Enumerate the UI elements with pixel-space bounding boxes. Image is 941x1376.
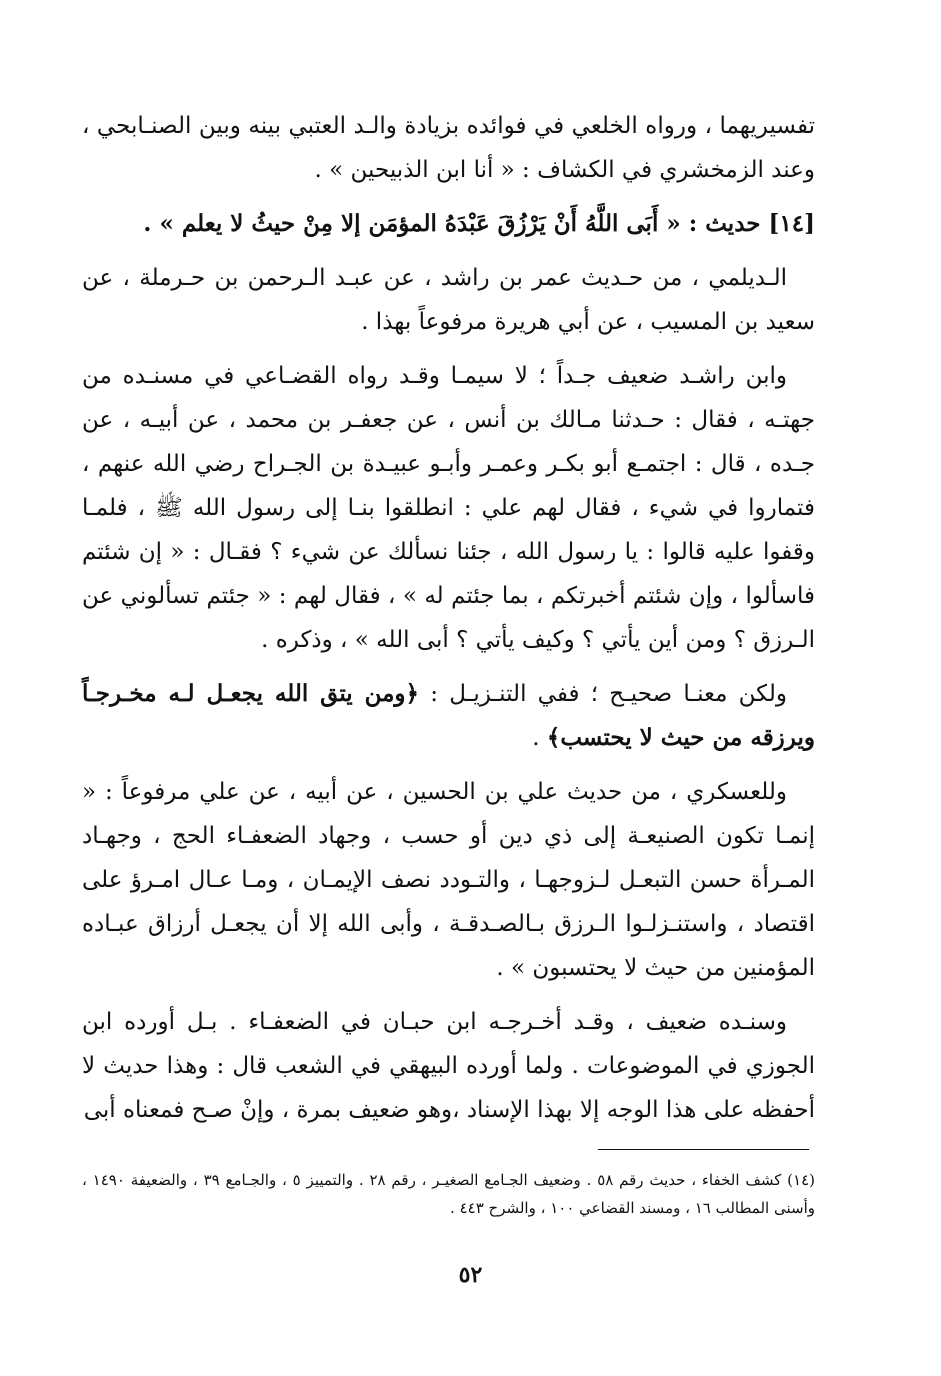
footnote-14: (١٤) كشف الخفاء ، حديث رقم ٥٨ . وضعيف الجـامع الصغيـر ، رقم ٢٨ . والتمييز ٥ ، والجـامع ٣٩ ، والضعيفة ١٤٩٠ ، وأسنى المطالب ١٦ ، ومسند القضاعي ١٠٠ ، والشرح ٤٤٣ . [82,1171,816,1217]
footnotes [82,1166,815,1222]
paragraph-5 [82,672,815,760]
hadith-text: « أَبَى اللَّهُ أَنْ يَرْزُقَ عَبْدَهُ المؤمَن إلا مِنْ حيثُ لا يعلم » [159,210,681,237]
paragraph-7: وسنـده ضعيف ، وقـد أخـرجـه ابن حبـان في الضعفـاء . بـل أورده ابن الجوزي في الموضوعات . ولما أورده البيهقي في الشعب قال : وهذا حديث لا أحفظه على هذا الوجه إلا بهذا الإسناد ،وهو ضعيف بمرة ، وإنْ صـح فمعناه أبى [82,1009,815,1123]
quran-verse: ﴿ومن يتق الله يجعـل لـه مخـرجـاً ويرزقه من حيث لا يحتسب﴾ [82,680,815,751]
paragraph-3: الـديلمي ، من حـديث عمر بن راشد ، عن عبـد الـرحمن بن حـرملة ، عن سعيد بن المسيب ، عن أبي هريرة مرفوعاً بهذا . [82,265,815,335]
paragraph-1: تفسيريهما ، ورواه الخلعي في فوائده بزيادة والـد العتبي بينه وبين الصنـابحي ، وعند الزمخشري في الكشاف : « أنا ابن الذبيحين » . [82,113,815,183]
footnote-divider [598,1149,809,1150]
hadith-number-label: [١٤] حديث : [680,210,815,237]
paragraph-5-end: . [532,725,547,751]
main-text [82,104,815,1142]
paragraph-5-intro: ولكن معنـا صحيـح ؛ ففي التنـزيـل : [419,681,787,707]
page-number: ٥٢ [458,1262,483,1288]
paragraph-4: وابن راشـد ضعيف جـداً ؛ لا سيمـا وقـد رواه القضـاعي في مسنـده من جهتـه ، فقال : حـدثنا مـالك بن أنس ، عن جعفـر بن محمد ، عن أبيـه ، عن جـده ، قال : اجتمـع أبو بكـر وعمـر وأبـو عبيـدة بن الجـراح رضي الله عنهم ، فتماروا في شيء ، فقال لهم علي : انطلقوا بنـا إلى رسول الله ﷺ ، فلمـا وقفوا عليه قالوا : يا رسول الله ، جئنا نسألك عن شيء ؟ فقـال : « إن شئتم فاسألوا ، وإن شئتم أخبرتكم ، بما جئتم له » ، فقال لهم : « جئتم تسألوني عن الـرزق ؟ ومن أين يأتي ؟ وكيف يأتي ؟ أبى الله » ، وذكره . [82,363,815,653]
hadith-heading-14 [82,202,815,246]
hadith-end-punct: . [143,210,160,237]
paragraph-6: وللعسكري ، من حديث علي بن الحسين ، عن أبيه ، عن علي مرفوعاً : « إنمـا تكون الصنيعـة إلى ذي دين أو حسب ، وجهاد الضعفـاء الحج ، وجهـاد المـرأة حسن التبعـل لـزوجهـا ، والتـودد نصف الإيمـان ، ومـا عـال امـرؤ على اقتصاد ، واستنـزلـوا الـرزق بـالصـدقـة ، وأبى الله إلا أن يجعـل أرزاق عبـاده المؤمنين من حيث لا يحتسبون » . [82,779,815,981]
